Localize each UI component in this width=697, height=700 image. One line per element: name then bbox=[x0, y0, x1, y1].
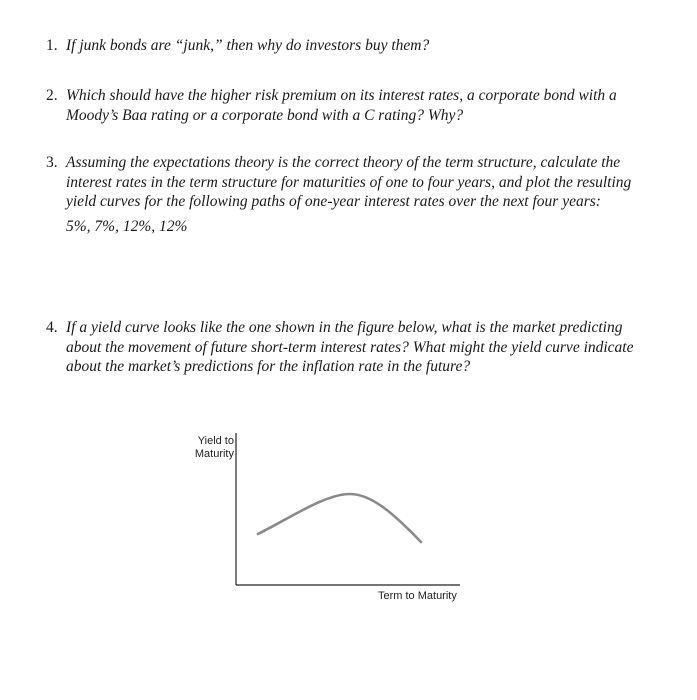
x-axis-label: Term to Maturity bbox=[378, 590, 457, 602]
interest-rate-path: 5%, 7%, 12%, 12% bbox=[66, 217, 188, 235]
question-number: 4. bbox=[46, 319, 58, 336]
question-text: Which should have the higher risk premium on its interest rates, a corporate bond with a Moody’s Baa rating or a corporate bond with a C rating? Why? bbox=[66, 87, 617, 124]
yield-curve-line bbox=[258, 494, 421, 542]
question-text: Assuming the expectations theory is the correct theory of the term structure, calculate the interest rates in the term structure for maturities of one to four years, and plot the resulting yield curves for the following paths of one-year interest rates over the next four years: bbox=[66, 154, 632, 210]
question-number: 2. bbox=[46, 87, 58, 104]
question-text: If junk bonds are “junk,” then why do investors buy them? bbox=[66, 37, 430, 54]
y-axis-label: Yield to Maturity bbox=[194, 435, 234, 460]
question-number: 1. bbox=[46, 37, 58, 54]
question-number: 3. bbox=[46, 154, 58, 171]
question-text: If a yield curve looks like the one shown in the figure below, what is the market predicting about the movement of future short-term interest rates? What might the yield curve indicate about the market’s predictions for the inflation rate in the future? bbox=[66, 319, 634, 375]
